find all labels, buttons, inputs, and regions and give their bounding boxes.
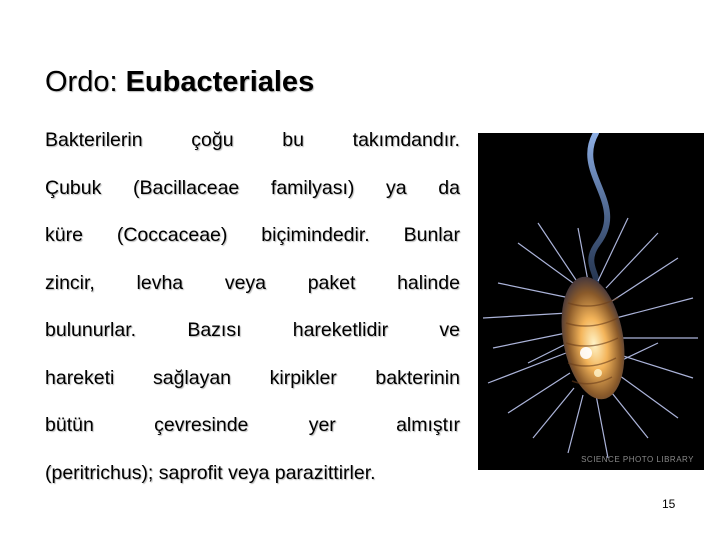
paragraph-line [45, 402, 460, 450]
paragraph-word: bakterinin [375, 366, 460, 389]
paragraph-line [45, 165, 460, 213]
page-number: 15 [662, 497, 676, 511]
paragraph-word: hareketi [45, 366, 115, 389]
paragraph-word: yer [308, 414, 336, 436]
paragraph-word: biçimindedir. [261, 224, 370, 246]
title-bold: Eubacteriales [125, 66, 315, 98]
paragraph-word: bulunurlar. [45, 319, 137, 341]
paragraph-word: familyası) [270, 176, 355, 199]
image-watermark: SCIENCE PHOTO LIBRARY [581, 455, 694, 464]
paragraph-word: Çubuk [45, 176, 102, 199]
paragraph-line [45, 117, 460, 165]
paragraph-word: hareketlidir [292, 319, 389, 341]
paragraph-word: Bunlar [403, 224, 460, 246]
bacterium-illustration [478, 133, 704, 470]
paragraph-word: (Coccaceae) [116, 224, 228, 246]
paragraph-word: ve [439, 319, 460, 341]
paragraph-word: çevresinde [154, 414, 249, 436]
paragraph-word: çoğu [191, 129, 234, 151]
paragraph-line [45, 355, 460, 403]
body-paragraph [45, 117, 460, 497]
paragraph-line [45, 307, 460, 355]
title-prefix: Ordo: [45, 66, 126, 98]
paragraph-line [45, 212, 460, 260]
bacterium-photo [478, 133, 704, 470]
paragraph-line [45, 450, 460, 498]
paragraph-word: Bakterilerin [45, 129, 143, 151]
slide-title [45, 62, 314, 102]
paragraph-word: kirpikler [269, 366, 337, 389]
paragraph-word: takımdandır. [352, 129, 460, 151]
paragraph-word: sağlayan [152, 366, 232, 389]
paragraph-word: veya [224, 271, 267, 294]
paragraph-word: bütün [45, 414, 94, 436]
paragraph-word: paket [307, 271, 356, 294]
paragraph-word: zincir, [45, 271, 95, 294]
paragraph-word: ya [386, 176, 407, 199]
paragraph-line [45, 260, 460, 308]
paragraph-word: (peritrichus); saprofit veya parazittirler. [45, 461, 376, 484]
paragraph-word: bu [282, 129, 304, 151]
paragraph-word: Bazısı [187, 319, 242, 341]
paragraph-word: levha [136, 271, 184, 294]
paragraph-word: halinde [397, 271, 460, 294]
paragraph-word: da [438, 176, 460, 199]
paragraph-word: almıştır [396, 414, 460, 436]
paragraph-word: küre [45, 224, 83, 246]
paragraph-word: (Bacillaceae [133, 176, 240, 199]
